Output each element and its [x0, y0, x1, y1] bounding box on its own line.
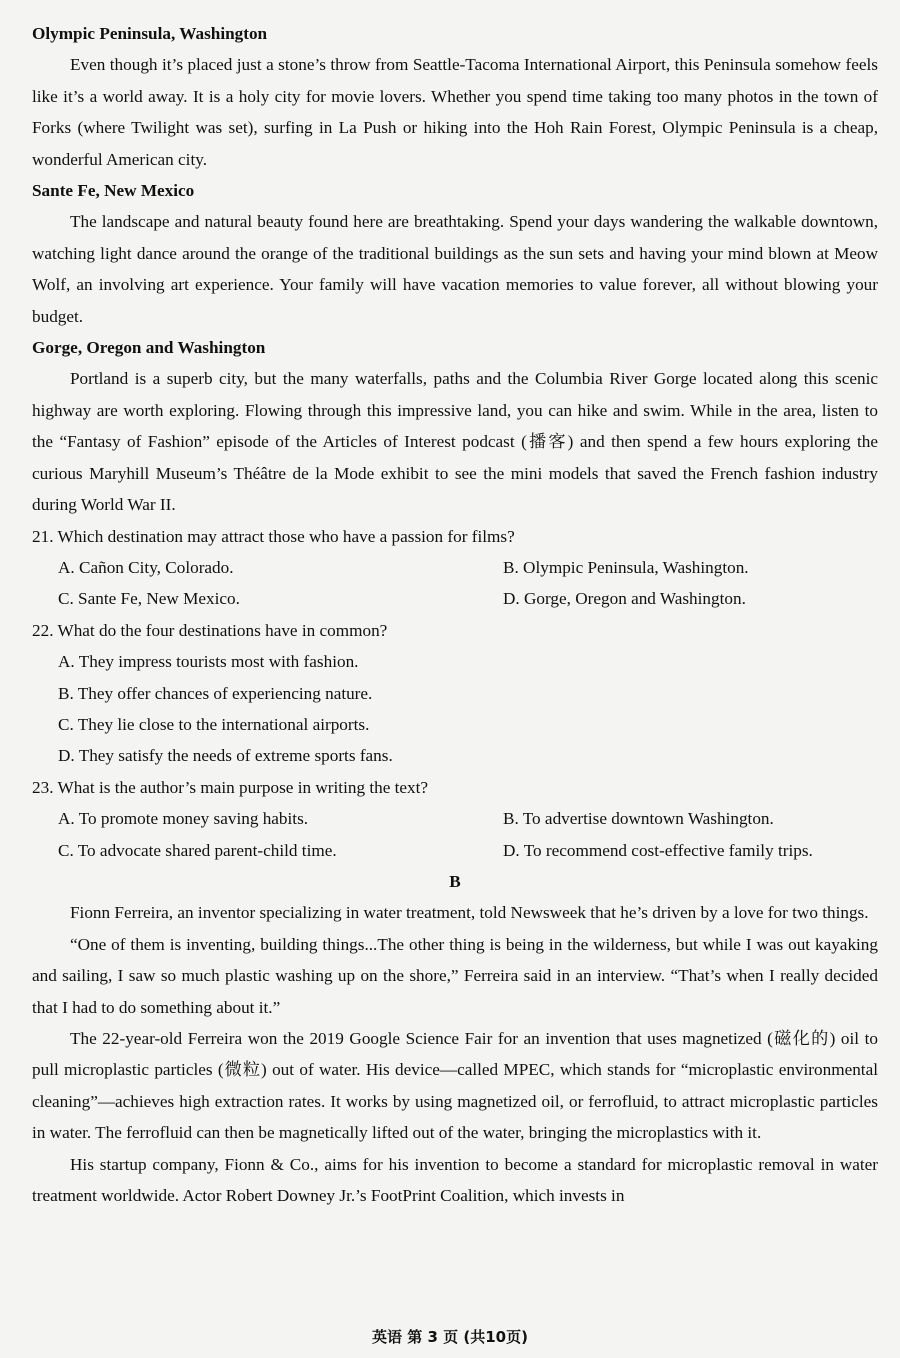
option-c[interactable]: C. They lie close to the international airports.: [58, 714, 370, 734]
option-a[interactable]: A. They impress tourists most with fashion.: [58, 652, 359, 672]
passage-b-paragraph-4: His startup company, Fionn & Co., aims for his invention to become a standard for microplastic removal in water treatment worldwide. Actor Robert Downey Jr.’s FootPrint Coalition, which invests in: [32, 1154, 878, 1206]
destination-title-santefe: Sante Fe, New Mexico: [32, 181, 195, 201]
passage-b-paragraph-1: Fionn Ferreira, an inventor specializing in water treatment, told Newsweek that he’s driven by a love for two things.: [70, 903, 869, 923]
option-a[interactable]: A. Cañon City, Colorado.: [58, 557, 234, 577]
option-a[interactable]: A. To promote money saving habits.: [58, 809, 309, 829]
question-21: 21. Which destination may attract those who have a passion for films?: [32, 526, 515, 546]
option-c[interactable]: C. To advocate shared parent-child time.: [58, 840, 337, 860]
option-c[interactable]: C. Sante Fe, New Mexico.: [58, 589, 240, 609]
question-21-options: [58, 552, 878, 615]
option-d[interactable]: D. Gorge, Oregon and Washington.: [503, 589, 746, 609]
question-23: 23. What is the author’s main purpose in writing the text?: [32, 777, 429, 797]
passage-b-paragraph-2: “One of them is inventing, building things...The other thing is being in the wilderness, but while I was out kayaking and sailing, I saw so much plastic washing up on the shore,” Ferreira said in an interview. “That’s when I really decided that I had to do something about it.”: [32, 934, 878, 1017]
destination-body-santefe: The landscape and natural beauty found here are breathtaking. Spend your days wandering the walkable downtown, watching light dance around the orange of the traditional buildings as the sun sets and having your mind blown at Meow Wolf, an involving art experience. Your family will have vacation memories to value forever, all without blowing your budget.: [32, 212, 878, 326]
question-22: 22. What do the four destinations have in common?: [32, 620, 388, 640]
question-22-options: [58, 646, 878, 772]
option-d[interactable]: D. To recommend cost-effective family trips.: [503, 840, 813, 860]
option-d[interactable]: D. They satisfy the needs of extreme sports fans.: [58, 746, 393, 766]
question-23-options: [58, 803, 878, 866]
section-label-b: B: [449, 871, 461, 891]
destination-body-olympic: Even though it’s placed just a stone’s throw from Seattle-Tacoma International Airport, this Peninsula somehow feels like it’s a world away. It is a holy city for movie lovers. Whether you spend time taking too many photos in the town of Forks (where Twilight was set), surfing in La Push or hiking into the Hoh Rain Forest, Olympic Peninsula is a cheap, wonderful American city.: [32, 55, 878, 169]
passage-b-paragraph-3: The 22-year-old Ferreira won the 2019 Google Science Fair for an invention that uses magnetized (磁化的) oil to pull microplastic particles (微粒) out of water. His device—called MPEC, which stands for “microplastic environmental cleaning”—achieves high extraction rates. It works by using magnetized oil, or ferrofluid, to attract microplastic particles in water. The ferrofluid can then be magnetically lifted out of the water, bringing the microplastics with it.: [32, 1029, 878, 1143]
option-b[interactable]: B. Olympic Peninsula, Washington.: [503, 557, 749, 577]
option-b[interactable]: B. They offer chances of experiencing nature.: [58, 683, 373, 703]
destination-title-olympic: Olympic Peninsula, Washington: [32, 24, 268, 43]
page-footer: 英语 第 3 页 (共10页): [372, 1328, 528, 1346]
destination-body-gorge: Portland is a superb city, but the many waterfalls, paths and the Columbia River Gorge located along this scenic highway are worth exploring. Flowing through this impressive land, you can hike and swim. While in the area, listen to the “Fantasy of Fashion” episode of the Articles of Interest podcast (播客) and then spend a few hours exploring the curious Maryhill Museum’s Théâtre de la Mode exhibit to see the mini models that saved the French fashion industry during World War II.: [32, 369, 878, 515]
destination-title-gorge: Gorge, Oregon and Washington: [32, 338, 266, 358]
page-content: [32, 18, 878, 1211]
option-b[interactable]: B. To advertise downtown Washington.: [503, 809, 774, 829]
